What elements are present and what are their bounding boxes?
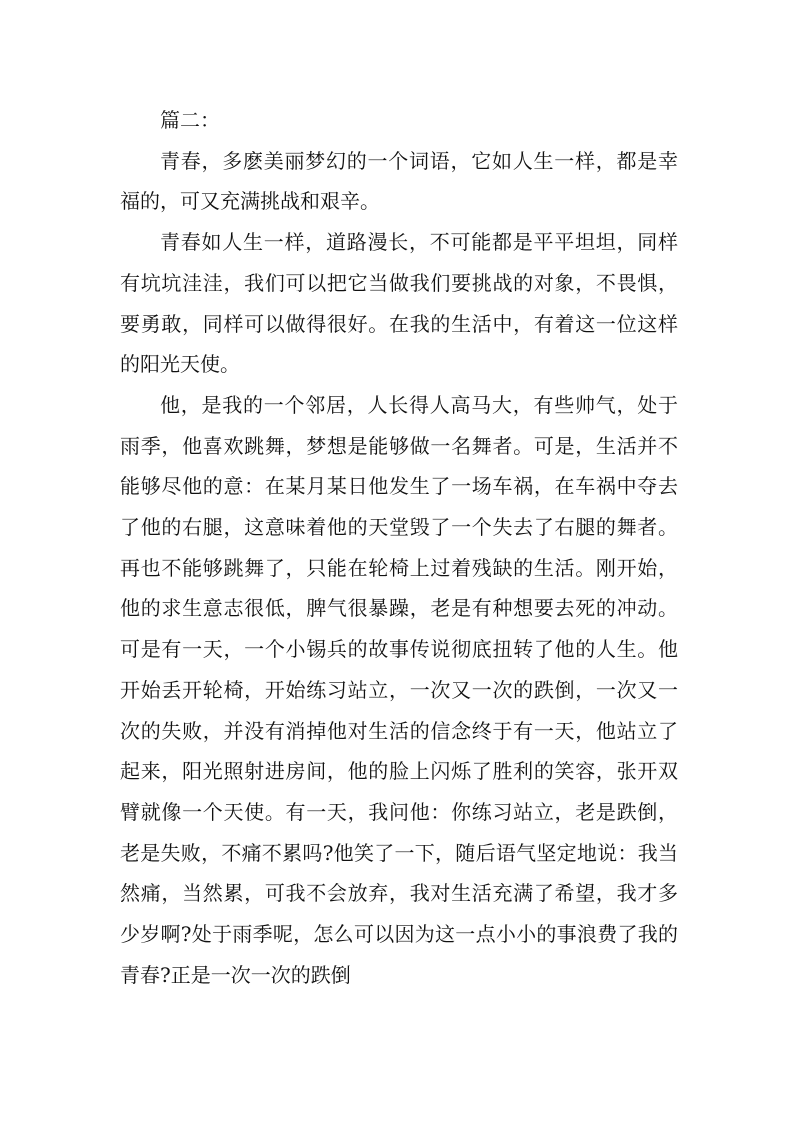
paragraph-1: 青春，多麽美丽梦幻的一个词语，它如人生一样，都是幸福的，可又充满挑战和艰辛。 bbox=[120, 148, 678, 214]
article-body bbox=[120, 100, 678, 995]
section-heading: 篇二： bbox=[160, 108, 220, 132]
paragraph-3: 他，是我的一个邻居，人长得人高马大，有些帅气，处于雨季，他喜欢跳舞，梦想是能够做一名舞者。可是，生活并不能够尽他的意：在某月某日他发生了一场车祸，在车祸中夺去了他的右腿，这意味着他的天堂毁了一个失去了右腿的舞者。再也不能够跳舞了，只能在轮椅上过着残缺的生活。刚开始，他的求生意志很低，脾气很暴躁，老是有种想要去死的冲动。可是有一天，一个小锡兵的故事传说彻底扭转了他的人生。他开始丢开轮椅，开始练习站立，一次又一次的跌倒，一次又一次的失败，并没有消掉他对生活的信念终于有一天，他站立了起来，阳光照射进房间，他的脸上闪烁了胜利的笑容，张开双臂就像一个天使。有一天，我问他：你练习站立，老是跌倒，老是失败，不痛不累吗?他笑了一下，随后语气坚定地说：我当然痛，当然累，可我不会放弃，我对生活充满了希望，我才多少岁啊?处于雨季呢，怎么可以因为这一点小小的事浪费了我的青春?正是一次一次的跌倒 bbox=[120, 392, 678, 987]
paragraph-2: 青春如人生一样，道路漫长，不可能都是平平坦坦，同样有坑坑洼洼，我们可以把它当做我们要挑战的对象，不畏惧，要勇敢，同样可以做得很好。在我的生活中，有着这一位这样的阳光天使。 bbox=[120, 230, 678, 377]
